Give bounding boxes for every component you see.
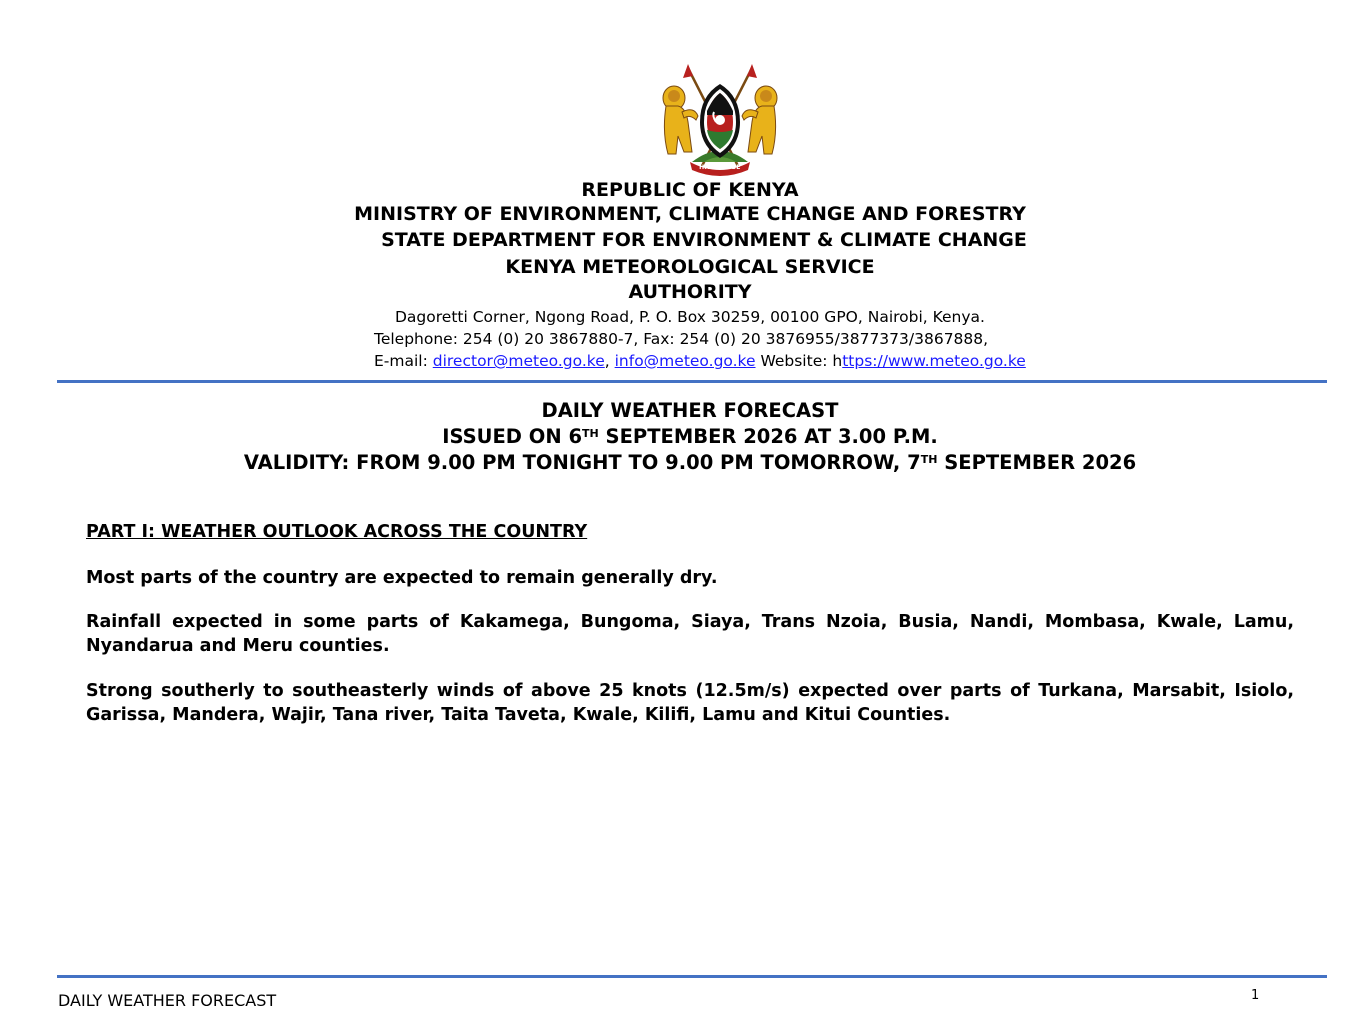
ministry-title: MINISTRY OF ENVIRONMENT, CLIMATE CHANGE AND FORESTRY bbox=[354, 203, 1026, 225]
footer-title: DAILY WEATHER FORECAST bbox=[58, 991, 277, 1010]
crest-motto: HARAMBEE bbox=[699, 164, 741, 171]
issued-suffix: SEPTEMBER 2026 AT 3.00 P.M. bbox=[598, 425, 938, 448]
email-info-link[interactable]: info@meteo.go.ke bbox=[614, 352, 756, 370]
authority-title: AUTHORITY bbox=[628, 281, 752, 303]
validity-line bbox=[0, 450, 1370, 476]
validity-sup: TH bbox=[920, 453, 938, 466]
issued-line bbox=[0, 424, 1370, 450]
contact-line bbox=[374, 350, 1026, 372]
issued-prefix: ISSUED ON 6 bbox=[442, 425, 583, 448]
page-number: 1 bbox=[1251, 988, 1260, 1003]
telephone-line: Telephone: 254 (0) 20 3867880-7, Fax: 254 (0) 20 3876955/3877373/3867888, bbox=[374, 330, 989, 348]
email-separator: , bbox=[604, 352, 615, 370]
part1-heading: PART I: WEATHER OUTLOOK ACROSS THE COUNTRY bbox=[86, 522, 588, 542]
footer-divider bbox=[57, 975, 1327, 978]
republic-title: REPUBLIC OF KENYA bbox=[581, 179, 799, 201]
part1-para-dry: Most parts of the country are expected to remain generally dry. bbox=[86, 568, 718, 588]
part1-para-winds: Strong southerly to southeasterly winds of above 25 knots (12.5m/s) expected over parts of Turkana, Marsabit, Isiolo, Garissa, Mandera, Wajir, Tana river, Taita Taveta, Kwale, Kilifi, Lamu and Kitui Counties. bbox=[86, 681, 1294, 725]
kenya-coat-of-arms-icon bbox=[652, 62, 788, 176]
state-department-title: STATE DEPARTMENT FOR ENVIRONMENT & CLIMATE CHANGE bbox=[381, 229, 1027, 251]
email-label: E-mail: bbox=[374, 352, 433, 370]
website-label: Website: h bbox=[755, 352, 843, 370]
forecast-title: DAILY WEATHER FORECAST bbox=[541, 399, 839, 422]
address-line: Dagoretti Corner, Ngong Road, P. O. Box 30259, 00100 GPO, Nairobi, Kenya. bbox=[395, 308, 985, 326]
validity-prefix: VALIDITY: FROM 9.00 PM TONIGHT TO 9.00 PM TOMORROW, 7 bbox=[243, 451, 921, 474]
part1-para-rainfall: Rainfall expected in some parts of Kakamega, Bungoma, Siaya, Trans Nzoia, Busia, Nandi, Mombasa, Kwale, Lamu, Nyandarua and Meru counties. bbox=[86, 612, 1294, 656]
website-link[interactable]: ttps://www.meteo.go.ke bbox=[842, 352, 1026, 370]
validity-suffix: SEPTEMBER 2026 bbox=[937, 451, 1137, 474]
header-divider bbox=[57, 380, 1327, 383]
agency-title: KENYA METEOROLOGICAL SERVICE bbox=[505, 256, 875, 278]
email-director-link[interactable]: director@meteo.go.ke bbox=[432, 352, 605, 370]
issued-sup: TH bbox=[582, 427, 599, 440]
